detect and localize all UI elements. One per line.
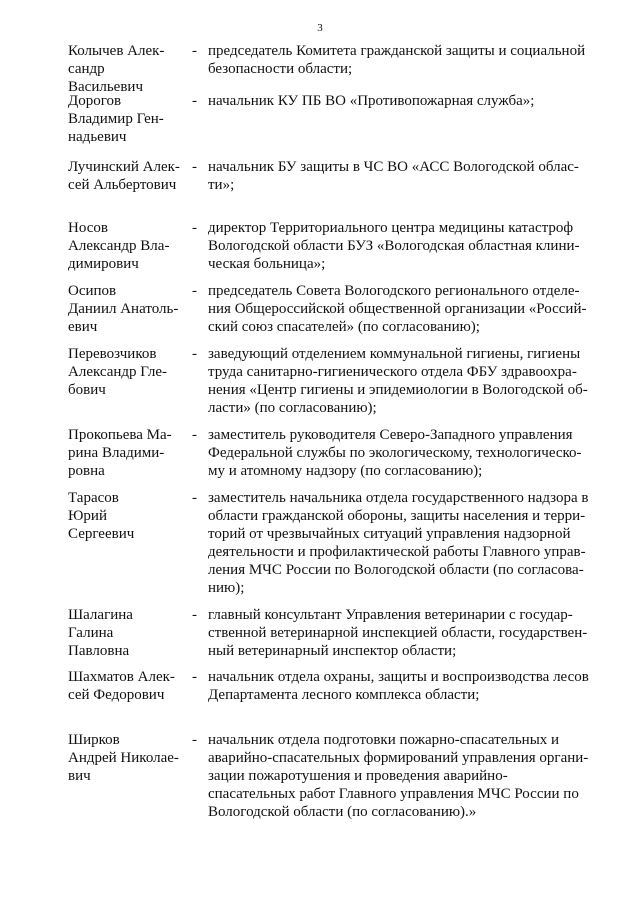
dash-separator: - — [192, 427, 197, 443]
member-name: Прокопьева Ма- рина Владими- ровна — [68, 427, 172, 479]
member-name: Носов Александр Вла- димирович — [68, 220, 170, 272]
member-duty: начальник отдела подготовки пожарно-спасательных и аварийно-спасательных формирований управления органи- зации пожаротушения и проведения аварийно- спасательных работ Главного управления МЧС России по Вологодской области (по согласованию).» — [208, 732, 589, 820]
dash-separator: - — [192, 346, 197, 362]
dash-separator: - — [192, 490, 197, 506]
member-name: Тарасов Юрий Сергеевич — [68, 490, 135, 542]
member-name: Ширков Андрей Николае- вич — [68, 732, 179, 784]
member-name: Осипов Даниил Анатоль- евич — [68, 283, 179, 335]
member-name: Шалагина Галина Павловна — [68, 607, 133, 659]
member-duty: начальник БУ защиты в ЧС ВО «АСС Вологодской облас- ти»; — [208, 159, 579, 193]
page-number: 3 — [317, 22, 323, 34]
member-duty: заместитель руководителя Северо-Западного управления Федеральной службы по экологическому, технологическо- му и атомному надзору (по согласованию); — [208, 427, 582, 479]
member-duty: начальник отдела охраны, защиты и воспроизводства лесов Департамента лесного комплекса области; — [208, 669, 589, 703]
member-duty: директор Территориального центра медицины катастроф Вологодской области БУЗ «Вологодская областная клини- ческая больница»; — [208, 220, 580, 272]
dash-separator: - — [192, 43, 197, 59]
member-name: Шахматов Алек- сей Федорович — [68, 669, 175, 703]
dash-separator: - — [192, 732, 197, 748]
dash-separator: - — [192, 159, 197, 175]
dash-separator: - — [192, 283, 197, 299]
dash-separator: - — [192, 93, 197, 109]
member-duty: заведующий отделением коммунальной гигиены, гигиены труда санитарно-гигиенического отдела ФБУ здравоохра- нения «Центр гигиены и эпидемиологии в Вологодской об- ласти» (по согласованию); — [208, 346, 588, 416]
member-duty: заместитель начальника отдела государственного надзора в области гражданской обороны, защиты населения и терри- торий от чрезвычайных ситуаций управления надзорной деятельности и профилактической работы Главного управ- ления МЧС России по Вологодской области (по согласова- нию); — [208, 490, 589, 596]
member-name: Колычев Алек- сандр Васильевич — [68, 43, 165, 95]
member-duty: главный консультант Управления ветеринарии с государ- ственной ветеринарной инспекцией области, государствен- ный ветеринарный инспектор области; — [208, 607, 588, 659]
dash-separator: - — [192, 669, 197, 685]
member-name: Дорогов Владимир Ген- надьевич — [68, 93, 164, 145]
member-duty: начальник КУ ПБ ВО «Противопожарная служба»; — [208, 93, 535, 109]
member-name: Перевозчиков Александр Гле- бович — [68, 346, 167, 398]
member-duty: председатель Комитета гражданской защиты и социальной безопасности области; — [208, 43, 586, 77]
dash-separator: - — [192, 220, 197, 236]
member-duty: председатель Совета Вологодского регионального отделе- ния Общероссийской общественной организации «Россий- ский союз спасателей» (по согласованию); — [208, 283, 587, 335]
member-name: Лучинский Алек- сей Альбертович — [68, 159, 180, 193]
dash-separator: - — [192, 607, 197, 623]
